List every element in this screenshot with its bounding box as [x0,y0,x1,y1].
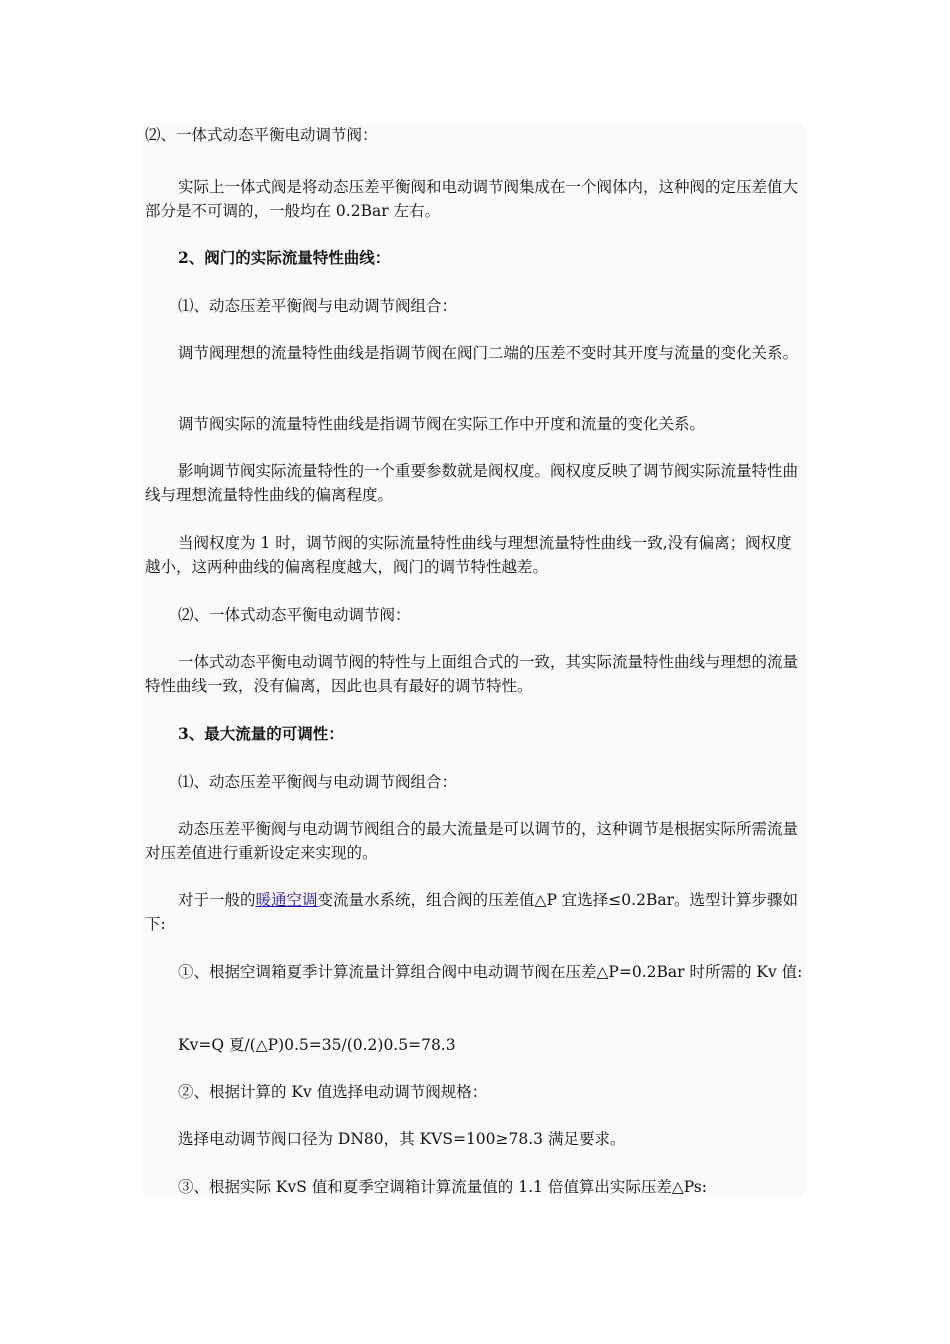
formula-line: Kv=Q 夏/(△P)0.5=35/(0.2)0.5=78.3 [178,1036,456,1054]
subsection-heading: ⑴、动态压差平衡阀与电动调节阀组合： [178,773,458,791]
body-paragraph: 选择电动调节阀口径为 DN80，其 KVS=100≥78.3 满足要求。 [178,1130,626,1148]
body-paragraph: 当阀权度为 1 时，调节阀的实际流量特性曲线与理想流量特性曲线一致,没有偏离；阀权度越小，这两种曲线的偏离程度越大，阀门的调节特性越差。 [145,534,792,576]
subsection-heading: ⑵、一体式动态平衡电动调节阀： [178,606,411,624]
section-heading: 2、阀门的实际流量特性曲线： [178,248,391,267]
subsection-heading: ⑴、动态压差平衡阀与电动调节阀组合： [178,297,458,315]
body-paragraph: 一体式动态平衡电动调节阀的特性与上面组合式的一致，其实际流量特性曲线与理想的流量特性曲线一致，没有偏离，因此也具有最好的调节特性。 [145,653,799,695]
body-paragraph [145,888,805,936]
body-paragraph: ②、根据计算的 Kv 值选择电动调节阀规格： [178,1083,488,1101]
body-paragraph: ①、根据空调箱夏季计算流量计算组合阀中电动调节阀在压差△P=0.2Bar 时所需的 Kv 值: [178,963,803,981]
body-paragraph: 动态压差平衡阀与电动调节阀组合的最大流量是可以调节的，这种调节是根据实际所需流量对压差值进行重新设定来实现的。 [145,820,799,862]
body-paragraph: 调节阀实际的流量特性曲线是指调节阀在实际工作中开度和流量的变化关系。 [178,415,706,433]
paragraph-text: 变流量水系统，组合阀的压差值△P 宜选择≤0.2Bar。选型计算步骤如下: [145,891,798,933]
subsection-heading: ⑵、一体式动态平衡电动调节阀： [145,126,378,144]
body-paragraph: 调节阀理想的流量特性曲线是指调节阀在阀门二端的压差不变时其开度与流量的变化关系。 [178,344,799,362]
body-paragraph: ③、根据实际 KvS 值和夏季空调箱计算流量值的 1.1 倍值算出实际压差△Ps: [178,1178,707,1196]
hvac-link[interactable]: 暖通空调 [255,891,318,909]
section-heading: 3、最大流量的可调性： [178,724,344,743]
body-paragraph: 影响调节阀实际流量特性的一个重要参数就是阀权度。阀权度反映了调节阀实际流量特性曲线与理想流量特性曲线的偏离程度。 [145,462,799,504]
paragraph-text: 对于一般的 [178,891,256,909]
body-paragraph: 实际上一体式阀是将动态压差平衡阀和电动调节阀集成在一个阀体内，这种阀的定压差值大部分是不可调的，一般均在 0.2Bar 左右。 [145,178,799,220]
